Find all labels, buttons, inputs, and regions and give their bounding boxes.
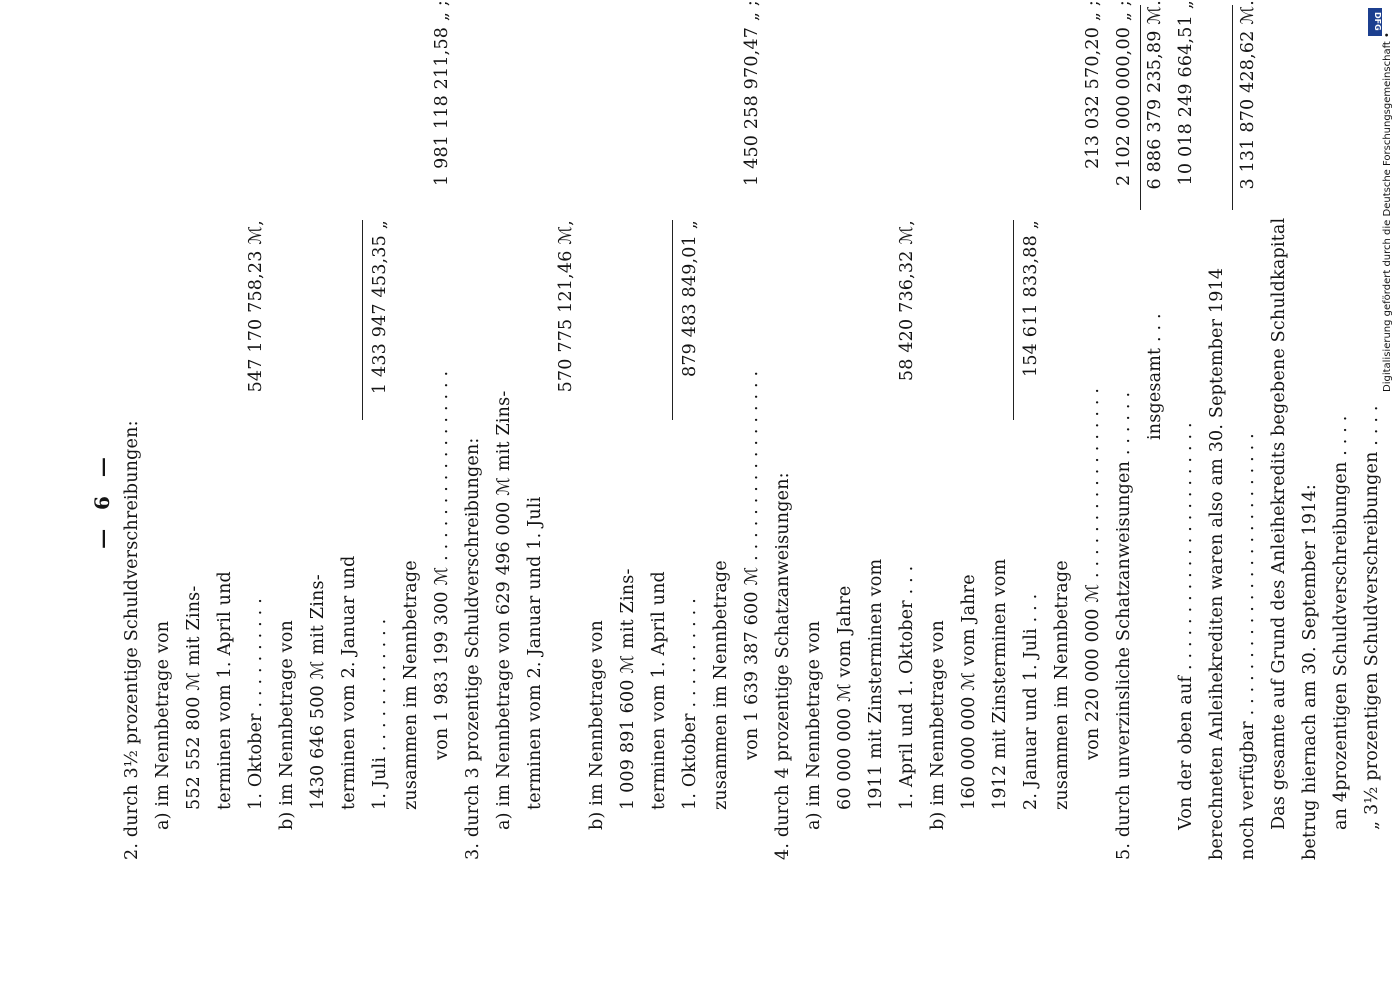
lines-line: von 1 639 387 600 ℳ . . . . . . . . . . . . . . . . . — [742, 370, 762, 760]
sum-rule — [1232, 5, 1233, 210]
amounts_mid-line: 1 433 947 453,35 „ — [370, 220, 390, 395]
lines-line: 1430 646 500 ℳ mit Zins- — [308, 574, 328, 810]
sum-rule — [362, 220, 363, 420]
lines-line: terminen vom 2. Januar und — [339, 555, 359, 810]
lines-line: 1911 mit Zinsterminen vom — [866, 558, 886, 810]
lines-line: 1. Juli . . . . . . . . . . . . — [370, 618, 390, 810]
lines-line: 1912 mit Zinsterminen vom — [990, 558, 1010, 810]
lines-line: a) im Nennbetrage von — [804, 620, 824, 830]
lines-line: 1 009 891 600 ℳ mit Zins- — [618, 568, 638, 810]
lines-line: Das gesamte auf Grund des Anleihekredits begebene Schuldkapital — [1269, 217, 1289, 830]
lines-line: b) im Nennbetrage von — [587, 620, 607, 830]
sum-rule — [1013, 220, 1014, 420]
lines-line: 2. durch 3½ prozentige Schuldverschreibungen: — [122, 420, 142, 860]
lines-line: b) im Nennbetrage von — [928, 620, 948, 830]
lines-line: von 220 000 000 ℳ . . . . . . . . . . . . . . . . . — [1083, 387, 1103, 760]
amounts_mid-line: 547 170 758,23 ℳ, — [246, 220, 266, 393]
amounts_mid-line: 154 611 833,88 „ — [1021, 220, 1041, 377]
lines-line: 160 000 000 ℳ vom Jahre — [959, 574, 979, 810]
lines-line: „ 3½ prozentigen Schuldverschreibungen . . . . — [1362, 405, 1382, 830]
amounts_right-line: 1 981 118 211,58 „ ; — [432, 0, 452, 186]
amounts_right-line: 3 131 870 428,62 ℳ. — [1238, 0, 1258, 190]
amounts_right-line: 2 102 000 000,00 „ ; — [1114, 0, 1134, 186]
lines-line: 1. Oktober . . . . . . . . . . — [246, 598, 266, 810]
lines-line: an 4prozentigen Schuldverschreibungen . . . . — [1331, 415, 1351, 830]
lines-line: berechneten Anleihekrediten waren also am 30. September 1914 — [1207, 267, 1227, 860]
lines-line: terminen vom 1. April und — [649, 571, 669, 810]
lines-line: 3. durch 3 prozentige Schuldverschreibungen: — [463, 437, 483, 860]
lines-line: von 1 983 199 300 ℳ . . . . . . . . . . . . . . . . . — [432, 370, 452, 760]
lines-line: terminen vom 1. April und — [215, 571, 235, 810]
lines-line: zusammen im Nennbetrage — [711, 560, 731, 810]
lines-line: terminen vom 2. Januar und 1. Juli — [525, 496, 545, 810]
lines-line: betrug hiernach am 30. September 1914: — [1300, 484, 1320, 860]
lines-line: 2. Januar und 1. Juli . . . — [1021, 593, 1041, 810]
lines-line: noch verfügbar . . . . . . . . . . . . . . . . . . . . . . . . . — [1238, 433, 1258, 860]
lines-line: insgesamt . . . — [1145, 313, 1165, 440]
lines-line: 1. April und 1. Oktober . . . — [897, 565, 917, 810]
amounts_right-line: 10 018 249 664,51 „ — [1176, 0, 1196, 186]
amounts_mid-line: 58 420 736,32 ℳ, — [897, 220, 917, 382]
amounts_right-line: 1 450 258 970,47 „ ; — [742, 0, 762, 186]
lines-line: 60 000 000 ℳ vom Jahre — [835, 585, 855, 810]
amounts_mid-line: 570 775 121,46 ℳ, — [556, 220, 576, 393]
sum-rule — [672, 220, 673, 420]
lines-line: a) im Nennbetrage von 629 496 000 ℳ mit Zins- — [494, 390, 514, 830]
dfg-funding-notice: Digitalisierung gefördert durch die Deutsche Forschungsgemeinschaft • — [1382, 32, 1393, 392]
lines-line: 5. durch unverzinsliche Schatzanweisungen . . . . . . — [1114, 391, 1134, 860]
lines-line: 4. durch 4 prozentige Schatzanweisungen: — [773, 472, 793, 860]
lines-line: b) im Nennbetrage von — [277, 620, 297, 830]
lines-line: 552 552 800 ℳ mit Zins- — [184, 585, 204, 810]
dfg-logo: DFG — [1368, 8, 1382, 36]
amounts_right-line: 213 032 570,20 „ ; — [1083, 0, 1103, 169]
page-number: — 6 — — [90, 451, 114, 549]
lines-line: zusammen im Nennbetrage — [401, 560, 421, 810]
amounts_right-line: 6 886 379 235,89 ℳ. — [1145, 0, 1165, 190]
sum-rule — [1140, 5, 1141, 210]
lines-line: a) im Nennbetrage von — [153, 620, 173, 830]
amounts_mid-line: 879 483 849,01 „ — [680, 220, 700, 377]
lines-line: zusammen im Nennbetrage — [1052, 560, 1072, 810]
lines-line: 1. Oktober . . . . . . . . . . — [680, 598, 700, 810]
lines-line: Von der oben auf . . . . . . . . . . . . . . . . . . . . . . — [1176, 422, 1196, 830]
